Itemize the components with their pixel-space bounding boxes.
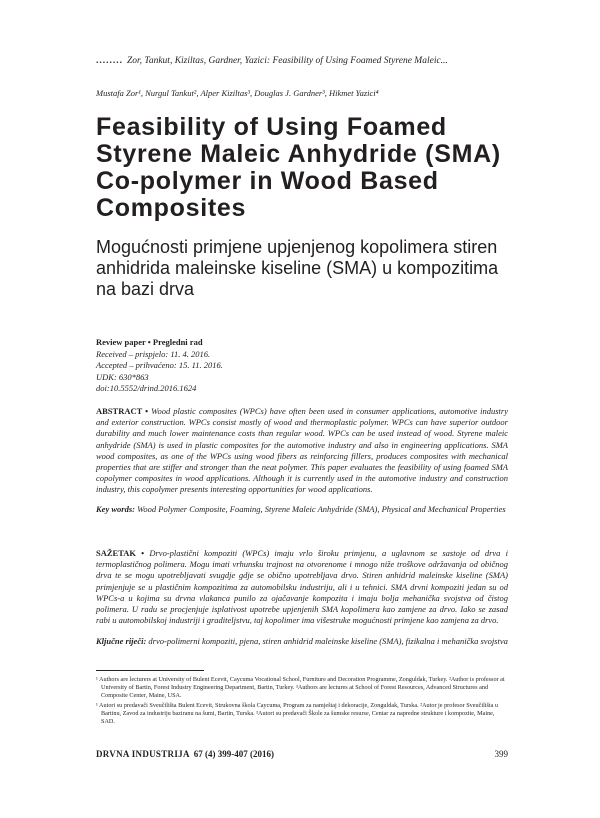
keywords-label: Key words: (96, 504, 135, 514)
received-date: Received – prispjelo: 11. 4. 2016. (96, 348, 211, 359)
keywords (96, 504, 508, 515)
sazetak-text: Drvo-plastični kompoziti (WPCs) imaju vrlo široku primjenu, a uglavnom se sastoje od drva i termoplastičnog polimera. Mogu imati vrhunsku trajnost na otvorenome i mnogo niže troškove održavanja od običnog drva te se mogu upotrebljavati svugdje gdje se obično upotrebljava drvo. Stiren anhidrid maleinske kiseline (SMA) primjenjuje se u plastičnim kompozitima za automobilsku industriju, ali i u tehnici. SMA drvni kompoziti jedan su od WPCs-a u kojima su drvna vlakanca punilo za ojačavanje kompozita i imaju bolja mehanička svojstva od čistog polimera. U radu se procjenjuje isplativost upotrebe upjenjenih SMA kopolimera kao zamjene za drvo. Iako se zasad rabi u automobilskoj industriji i graditeljstvu, taj kopolimer ima višestruke mogućnosti primjene kao zamjena za drvo. (96, 548, 508, 626)
journal-name: DRVNA INDUSTRIJA (96, 749, 190, 759)
running-head (96, 56, 516, 66)
keywords-text: Wood Polymer Composite, Foaming, Styrene Maleic Anhydride (SMA), Physical and Mechanical Properties (137, 504, 506, 514)
paper-type: Review paper • Pregledni rad (96, 337, 203, 347)
footnote-croatian: ¹ Autori su predavači Sveučilišta Bulent Ecevit, Strukovna škola Caycuma, Program za namještaj i dekoracije, Zonguldak, Turska. ²Autor je profesor Sveučilišta u Bartinu, Zavod za industriju baziranu na šumi, Bartin, Turska. ³Autori su predavači Škole za šumske resurse, Centar za napredne strukture i kompozite, Maine, SAD. (96, 701, 499, 726)
running-head-dots: ........ (96, 56, 123, 66)
abstract-label: ABSTRACT • (96, 406, 149, 416)
doi: doi:10.5552/drind.2016.1624 (96, 383, 197, 393)
abstract (96, 406, 508, 496)
page-number: 399 (494, 749, 508, 759)
author-list: Mustafa Zor¹, Nurgul Tankut², Alper Kiziltas³, Douglas J. Gardner³, Hikmet Yazici⁴ (96, 88, 379, 98)
sazetak (96, 548, 508, 626)
footnote-divider (96, 670, 204, 671)
title-english: Feasibility of Using Foamed Styrene Maleic Anhydride (SMA) Co-polymer in Wood Based Composites (96, 113, 501, 222)
kljucne-rijeci-label: Ključne riječi: (96, 636, 147, 646)
journal-volume: 67 (4) 399-407 (2016) (193, 749, 274, 759)
sazetak-label: SAŽETAK • (96, 548, 145, 558)
title-croatian: Mogućnosti primjene upjenjenog kopolimera stiren anhidrida maleinske kiseline (SMA) u kompozitima na bazi drva (96, 237, 499, 299)
footnote-english: ¹ Authors are lecturers at University of Bulent Ecevit, Caycuma Vocational School, Furniture and Decoration Programme, Zonguldak, Turkey. ²Author is professor at University of Bartin, Forest Industry Engineering Department, Bartin, Turkey. ³Authors are lectures at School of Forest Resources, Advanced Structures and Composite Center, Maine, USA. (96, 676, 505, 700)
udk-code: UDK: 630*863 (96, 371, 149, 382)
kljucne-rijeci-text: drvo-polimerni kompoziti, pjena, stiren anhidrid maleinske kiseline (SMA), fizikalna i mehanička svojstva (148, 636, 508, 646)
accepted-date: Accepted – prihvaćeno: 15. 11. 2016. (96, 360, 223, 370)
footnotes (96, 676, 508, 727)
page-footer (96, 749, 508, 759)
running-head-text: Zor, Tankut, Kiziltas, Gardner, Yazici: Feasibility of Using Foamed Styrene Maleic... (127, 56, 448, 66)
article-meta (96, 337, 223, 395)
kljucne-rijeci (96, 636, 508, 647)
abstract-text: Wood plastic composites (WPCs) have often been used in consumer applications, automotive industry and exterior construction. WPCs consist mostly of wood and thermoplastic polymer. WPCs can have superior outdoor durability and much lower maintenance costs than regular wood. WPCs can be used instead of wood. Styrene maleic anhydride (SMA) is used in plastic composites for the automotive industry and also in engineering applications. SMA wood composites, as one of the WPCs using wood fibers as reinforcing fillers, produces composites with mechanical properties that are stiffer and stronger than the neat polymer. This paper evaluates the feasibility of using foamed SMA copolymer composites in wood applications. Although it is currently used in the automotive industry and construction industry, this copolymer presents interesting opportunities for wood applications. (96, 406, 508, 495)
